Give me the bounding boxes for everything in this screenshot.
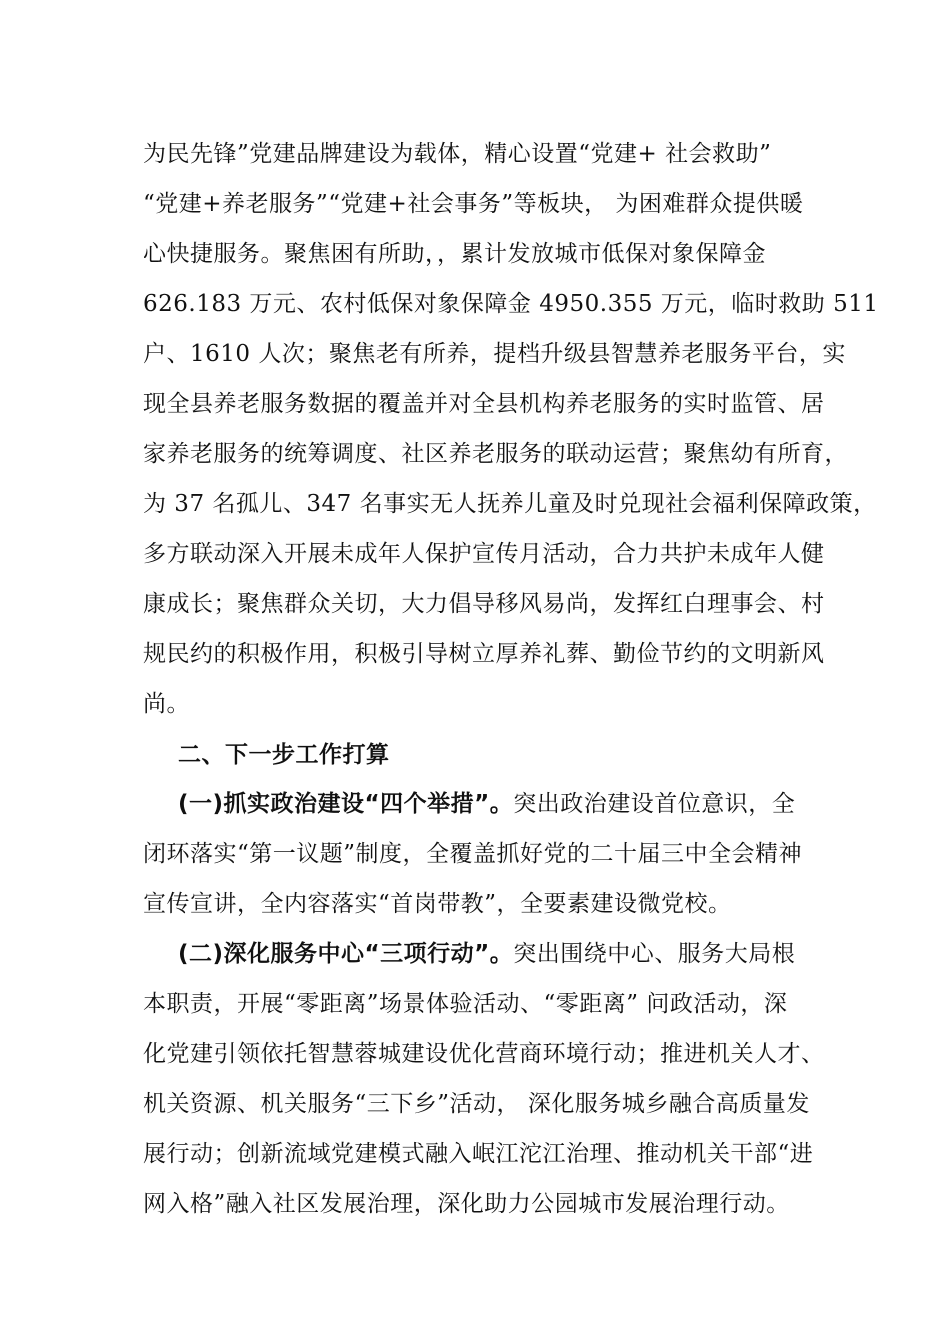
paragraph-line: 展行动；创新流域党建模式融入岷江沱江治理、推动机关干部“进 [143, 1141, 814, 1167]
paragraph-line: 为民先锋”党建品牌建设为载体，精心设置“党建+ 社会救助” [143, 141, 772, 167]
paragraph-line: 626.183 万元、农村低保对象保障金 4950.355 万元，临时救助 511 [143, 291, 879, 317]
item-title: (一)抓实政治建设“四个举措”。 [178, 791, 514, 817]
paragraph-line: 多方联动深入开展未成年人保护宣传月活动，合力共护未成年人健 [143, 541, 825, 567]
paragraph-line: 现全县养老服务数据的覆盖并对全县机构养老服务的实时监管、居 [143, 391, 825, 417]
paragraph-line: 机关资源、机关服务“三下乡”活动， 深化服务城乡融合高质量发 [143, 1091, 810, 1117]
section-heading: 二、下一步工作打算 [178, 742, 390, 768]
paragraph-line: 化党建引领依托智慧蓉城建设优化营商环境行动；推进机关人才、 [143, 1041, 825, 1067]
item-text: 突出围绕中心、服务大局根 [513, 941, 796, 967]
paragraph-line: 本职责，开展“零距离”场景体验活动、“零距离” 问政活动，深 [143, 991, 788, 1017]
paragraph-line: 闭环落实“第一议题”制度，全覆盖抓好党的二十届三中全会精神 [143, 841, 803, 867]
paragraph-line: 户、1610 人次；聚焦老有所养，提档升级县智慧养老服务平台，实 [143, 341, 846, 367]
paragraph-line: 网入格”融入社区发展治理，深化助力公园城市发展治理行动。 [143, 1191, 790, 1217]
paragraph-line: 规民约的积极作用，积极引导树立厚养礼葬、勤俭节约的文明新风 [143, 641, 825, 667]
paragraph-line: 家养老服务的统筹调度、社区养老服务的联动运营；聚焦幼有所育， [143, 441, 848, 467]
item-text: 突出政治建设首位意识，全 [513, 791, 796, 817]
item-title: (二)深化服务中心“三项行动”。 [178, 941, 514, 967]
paragraph-line: 康成长；聚焦群众关切，大力倡导移风易尚，发挥红白理事会、村 [143, 591, 825, 617]
paragraph-first-line [178, 786, 858, 822]
paragraph-line: 尚。 [143, 691, 190, 717]
paragraph-line: 为 37 名孤儿、347 名事实无人抚养儿童及时兑现社会福利保障政策， [143, 491, 877, 517]
paragraph-line: “党建+养老服务”“党建+社会事务”等板块， 为困难群众提供暖 [143, 191, 804, 217]
paragraph-line: 心快捷服务。聚焦困有所助，，累计发放城市低保对象保障金 [143, 241, 766, 267]
paragraph-line: 宣传宣讲，全内容落实“首岗带教”，全要素建设微党校。 [143, 891, 732, 917]
paragraph-first-line [178, 936, 858, 972]
